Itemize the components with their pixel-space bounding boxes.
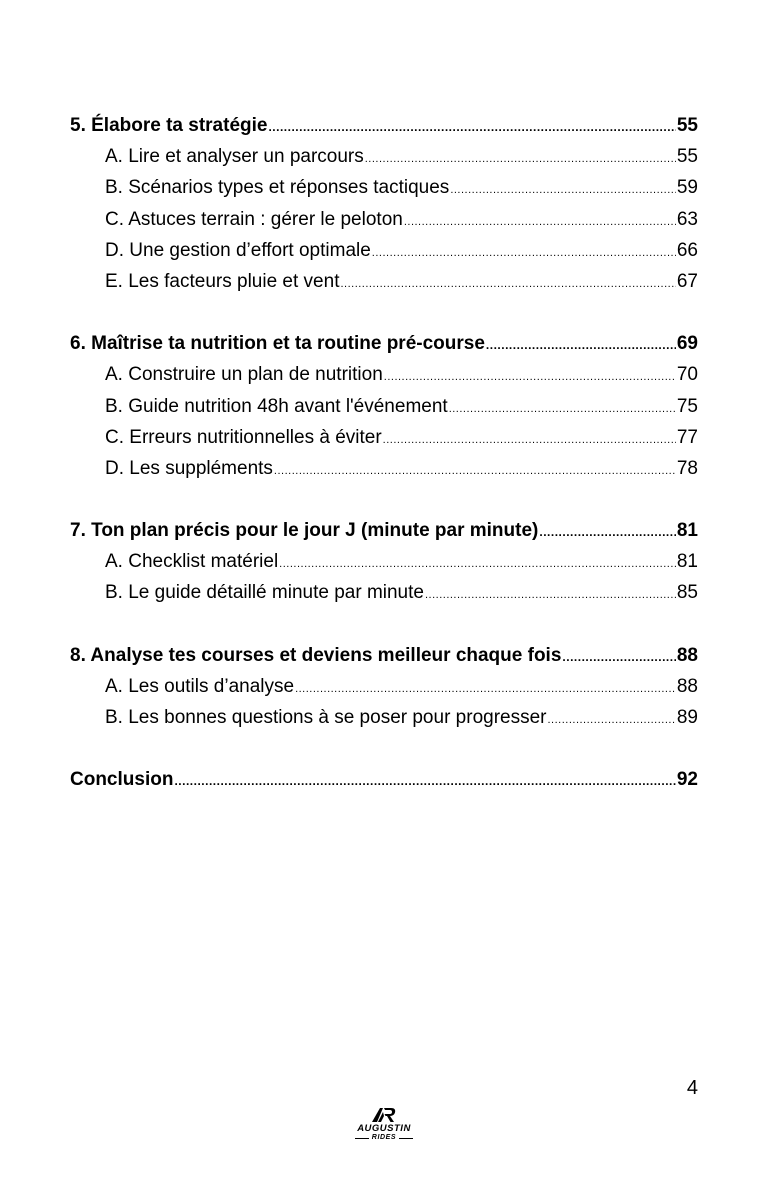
section-spacer xyxy=(70,614,698,645)
toc-entry-title: 6. Maîtrise ta nutrition et ta routine pré-course xyxy=(70,333,485,355)
toc-entry-title: A. Checklist matériel xyxy=(105,551,279,573)
toc-entry-title: C. Erreurs nutritionnelles à éviter xyxy=(105,426,382,448)
toc-entry-title: D. Les suppléments xyxy=(105,457,273,479)
toc-entry-title: C. Astuces terrain : gérer le peloton xyxy=(105,208,403,230)
toc-entry-title: D. Une gestion d’effort optimale xyxy=(105,239,371,261)
divider xyxy=(399,1138,413,1139)
toc-conclusion[interactable] xyxy=(70,769,698,800)
dot-leader xyxy=(268,120,675,134)
table-of-contents xyxy=(70,115,698,800)
toc-entry-page: 78 xyxy=(676,457,698,479)
brand-logo xyxy=(348,1107,420,1142)
dot-leader xyxy=(404,216,676,228)
toc-entry-title: A. Construire un plan de nutrition xyxy=(105,364,383,386)
toc-section-heading[interactable] xyxy=(70,520,698,551)
dot-leader xyxy=(174,774,675,788)
toc-entry-page: 66 xyxy=(676,239,698,261)
section-spacer xyxy=(70,302,698,333)
toc-entry-page: 88 xyxy=(676,675,698,697)
dot-leader xyxy=(539,525,675,539)
toc-entry-title: 7. Ton plan précis pour le jour J (minute par minute) xyxy=(70,520,539,542)
toc-subentry[interactable] xyxy=(70,551,698,582)
toc-entry-title: A. Lire et analyser un parcours xyxy=(105,146,364,168)
section-spacer xyxy=(70,489,698,520)
toc-section-heading[interactable] xyxy=(70,645,698,676)
toc-entry-title: E. Les facteurs pluie et vent xyxy=(105,270,340,292)
toc-subentry[interactable] xyxy=(70,209,698,240)
dot-leader xyxy=(279,558,676,570)
toc-subentry[interactable] xyxy=(70,707,698,738)
logo-name: AUGUSTIN xyxy=(357,1123,411,1134)
page-number: 4 xyxy=(686,1077,698,1099)
dot-leader xyxy=(365,153,676,165)
toc-subentry[interactable] xyxy=(70,676,698,707)
dot-leader xyxy=(450,184,676,196)
toc-subentry[interactable] xyxy=(70,364,698,395)
dot-leader xyxy=(384,371,676,383)
toc-entry-page: 63 xyxy=(676,208,698,230)
toc-entry-title: 8. Analyse tes courses et deviens meilleur chaque fois xyxy=(70,644,562,666)
logo-tagline: RIDES xyxy=(371,1134,397,1141)
toc-entry-page: 59 xyxy=(676,177,698,199)
toc-section-heading[interactable] xyxy=(70,333,698,364)
toc-entry-page: 88 xyxy=(676,644,698,666)
dot-leader xyxy=(449,403,676,415)
ar-monogram-icon xyxy=(371,1107,397,1123)
logo-tagline-row xyxy=(348,1134,420,1142)
toc-subentry[interactable] xyxy=(70,582,698,613)
toc-entry-title: B. Les bonnes questions à se poser pour progresser xyxy=(105,707,547,728)
dot-leader xyxy=(548,714,676,726)
dot-leader xyxy=(340,278,675,290)
toc-entry-page: 81 xyxy=(676,551,698,573)
toc-subentry[interactable] xyxy=(70,396,698,427)
toc-entry-title: A. Les outils d’analyse xyxy=(105,675,295,697)
dot-leader xyxy=(486,338,676,352)
toc-subentry[interactable] xyxy=(70,240,698,271)
toc-subentry[interactable] xyxy=(70,458,698,489)
toc-entry-page: 67 xyxy=(676,270,698,292)
toc-entry-title: 5. Élabore ta stratégie xyxy=(70,115,268,136)
toc-entry-title: Conclusion xyxy=(70,769,174,791)
toc-entry-page: 89 xyxy=(676,707,698,728)
toc-entry-title: B. Guide nutrition 48h avant l'événement xyxy=(105,395,448,417)
toc-entry-page: 55 xyxy=(676,115,698,136)
section-spacer xyxy=(70,738,698,769)
toc-entry-page: 70 xyxy=(676,364,698,386)
toc-subentry[interactable] xyxy=(70,427,698,458)
toc-entry-title: B. Scénarios types et réponses tactiques xyxy=(105,177,450,199)
divider xyxy=(355,1138,369,1139)
dot-leader xyxy=(372,247,676,259)
dot-leader xyxy=(425,589,676,601)
toc-entry-page: 92 xyxy=(676,769,698,791)
toc-subentry[interactable] xyxy=(70,177,698,208)
toc-entry-page: 69 xyxy=(676,333,698,355)
toc-entry-page: 75 xyxy=(676,395,698,417)
dot-leader xyxy=(274,465,676,477)
toc-subentry[interactable] xyxy=(70,146,698,177)
toc-entry-title: B. Le guide détaillé minute par minute xyxy=(105,582,424,604)
toc-entry-page: 77 xyxy=(676,426,698,448)
dot-leader xyxy=(295,683,676,695)
dot-leader xyxy=(562,650,675,664)
toc-subentry[interactable] xyxy=(70,271,698,302)
dot-leader xyxy=(383,434,676,446)
toc-section-heading[interactable] xyxy=(70,115,698,146)
toc-entry-page: 81 xyxy=(676,520,698,542)
toc-entry-page: 85 xyxy=(676,582,698,604)
toc-entry-page: 55 xyxy=(676,146,698,168)
